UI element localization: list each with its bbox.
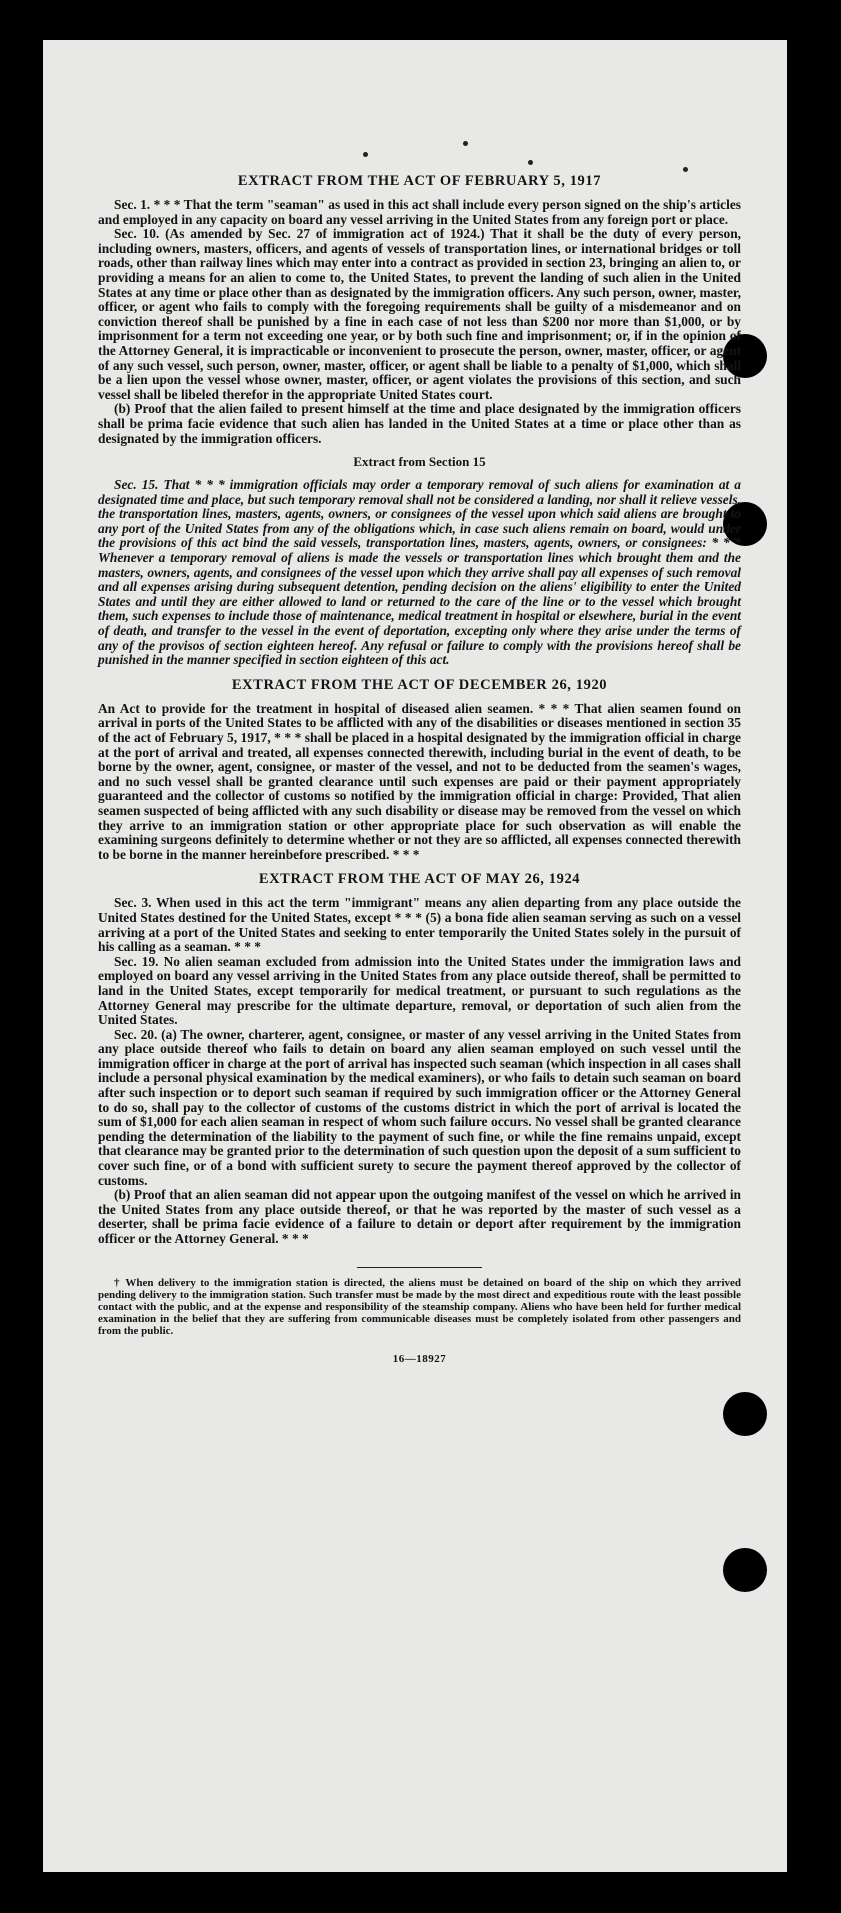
act-1924-sec20a: Sec. 20. (a) The owner, charterer, agent, consignee, or master of any vessel arriving in the United States from any place outside thereof who fails to detain on board any alien seaman employed on such vessel until the immigration officer in charge at the port of arrival has inspected such seaman (which inspection in all cases shall include a personal physical examination by the medical examiners), or who fails to detain such seaman on board after such inspection or to deport such seaman if required by such immigration officer or the Attorney General to do so, shall pay to the collector of customs of the customs district in which the port of arrival is located the sum of $1,000 for each alien seaman in respect of whom such failure occurs. No vessel shall be granted clearance pending the determination of the liability to the payment of such fine, or while the fine remains unpaid, except that clearance may be granted prior to the determination of such question upon the deposit of a sum sufficient to cover such fine, or of a bond with sufficient surety to secure the payment thereof approved by the collector of customs. (98, 1026, 741, 1188)
act-1917-sec10b: (b) Proof that the alien failed to present himself at the time and place designated by the immigration officers shall be prima facie evidence that such alien has landed in the United States at a time or place other than as designated by the immigration officers. (98, 401, 741, 446)
section-15-text: Sec. 15. That * * * immigration officials may order a temporary removal of such aliens for examination at a designated time and place, but such temporary removal shall not be considered a landing, nor shall it relieve vessels, the transportation lines, masters, agents, owners, or consignees of the vessel upon which said aliens are brought to any port of the United States from any of the obligations which, in case such aliens remain on board, would under the provisions of this act bind the said vessels, transportation lines, masters, agents, owners, or consignees: * * * Whenever a temporary removal of aliens is made the vessels or transportation lines which brought them and the masters, owners, agents, and consignees of the vessel upon which they arrive shall pay all expenses of such removal and all expenses arising during subsequent detention, pending decision on the aliens' eligibility to enter the United States and until they are either allowed to land or returned to the care of the line or to the vessel which brought them, such expenses to include those of maintenance, medical treatment in hospital or elsewhere, burial in the event of death, and transfer to the vessel in the event of deportation, excepting only where they arise under the terms of any of the provisos of section eighteen hereof. Any refusal or failure to comply with the provisions hereof shall be punished in the manner specified in section eighteen of this act. (98, 477, 741, 668)
act-1917-sec10: Sec. 10. (As amended by Sec. 27 of immigration act of 1924.) That it shall be the duty of every person, including owners, masters, officers, and agents of vessels of transportation lines, or international bridges or toll roads, other than railway lines which may enter into a contract as provided in section 23, bringing an alien to, or providing a means for an alien to come to, the United States, to prevent the landing of such alien in the United States at any time or place other than as designated by the immigration officers. Any such person, owner, master, officer, or agent who fails to comply with the foregoing requirements shall be guilty of a misdemeanor and on conviction thereof shall be punished by a fine in each case of not less than $200 nor more than $1,000, or by imprisonment for a term not exceeding one year, or by both such fine and imprisonment; or, if in the opinion of the Attorney General, it is impracticable or inconvenient to prosecute the person, owner, master, officer, or agent of any such vessel, such person, owner, master, officer, or agent shall be liable to a penalty of $1,000, which shall be a lien upon the vessel whose owner, master, officer, or agent violates the provisions of this section, and such vessel shall be libeled therefor in the appropriate United States court. (98, 226, 741, 402)
act-1917-sec1: Sec. 1. * * * That the term "seaman" as used in this act shall include every person signed on the ship's articles and employed in any capacity on board any vessel arriving in the United States from any foreign port or place. (98, 197, 741, 227)
document-page (43, 40, 787, 1872)
act-1920-heading: EXTRACT FROM THE ACT OF DECEMBER 26, 1920 (231, 676, 608, 693)
form-number: 16—18927 (392, 1352, 447, 1365)
punch-hole-bottom (723, 1548, 767, 1592)
act-1917-section (98, 172, 741, 446)
act-1917-heading: EXTRACT FROM THE ACT OF FEBRUARY 5, 1917 (237, 173, 602, 189)
act-1920-text: An Act to provide for the treatment in hospital of diseased alien seamen. * * * That alien seamen found on arrival in ports of the United States to be afflicted with any of the disabilities or diseases mentioned in section 35 of the act of February 5, 1917, * * * shall be placed in a hospital designated by the immigration official in charge at the port of arrival and treated, all expenses connected therewith, including burial in the event of death, to be borne by the owner, agent, consignee, or master of the vessel, and not to be deducted from the seamen's wages, and no such vessel shall be granted clearance until such expenses are paid or their payment appropriately guaranteed and the collector of customs so notified by the immigration official in charge: Provided, That alien seamen suspected of being afflicted with any such disability or disease may be removed from the vessel on which they arrive to an immigration station or other appropriate place for such observation as will enable the examining surgeons definitely to determine whether or not they are so afflicted, all expenses connected therewith to be borne in the manner hereinbefore prescribed. * * * (98, 700, 741, 862)
document-body (98, 172, 741, 1365)
act-1924-sec19: Sec. 19. No alien seaman excluded from admission into the United States under the immigration laws and employed on board any vessel arriving in the United States from any place outside thereof, shall be permitted to land in the United States, except temporarily for medical treatment, or pursuant to such regulations as the Attorney General may prescribe for the ultimate departure, removal, or deportation of such alien from the United States. (98, 953, 741, 1028)
act-1924-section (98, 870, 741, 1246)
section-15-subheading: Extract from Section 15 (353, 454, 486, 470)
act-1924-heading: EXTRACT FROM THE ACT OF MAY 26, 1924 (258, 871, 581, 888)
act-1924-sec20b: (b) Proof that an alien seaman did not appear upon the outgoing manifest of the vessel on which he arrived in the United States from any place outside thereof, or that he was reported by the master of such vessel as a deserter, shall be prima facie evidence of a failure to detain or deport after requirement by the immigration officer or the Attorney General. * * * (98, 1187, 741, 1246)
punch-hole-lower (723, 1392, 767, 1436)
act-1924-sec3: Sec. 3. When used in this act the term "immigrant" means any alien departing from any place outside the United States destined for the United States, except * * * (5) a bona fide alien seaman serving as such on a vessel arriving at a port of the United States and seeking to enter temporarily the United States solely in the pursuit of his calling as a seaman. * * * (98, 895, 741, 955)
footnote-divider (357, 1267, 482, 1268)
section-15-extract (98, 454, 741, 668)
act-1920-section (98, 676, 741, 863)
footnote: † When delivery to the immigration station is directed, the aliens must be detained on board of the ship on which they arrived pending delivery to the immigration station. Such transfer must be made by the most direct and expeditious route with the least possible contact with the public, and at the expense and responsibility of the steamship company. Aliens who have been held for further medical examination in the belief that they are suffering from communicable diseases must be completely isolated from other passengers and from the public. (98, 1276, 741, 1338)
